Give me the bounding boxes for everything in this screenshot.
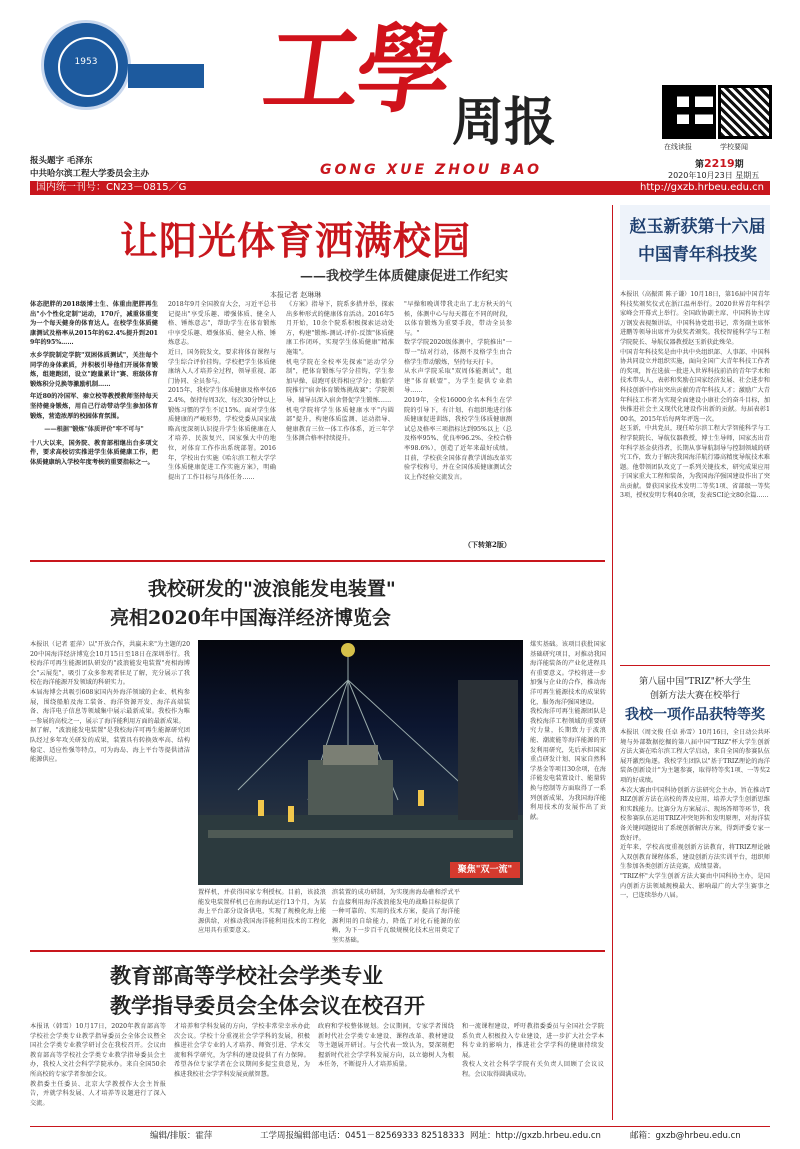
masthead-inscription: 报头题字 毛泽东 <box>30 156 93 166</box>
lead-column-1 <box>30 300 158 550</box>
lead-intro-3: 年近80的冷国军、秦立校等教授教师坚持每天坚持健身锻炼，用自己行动带动学生参加体育锻炼，营造浓厚的校园体育氛围。 <box>30 393 158 420</box>
lead-byline: 本报记者 赵琳琳 <box>270 291 322 299</box>
masthead-sponsor: 中共哈尔滨工程大学委员会主办 <box>30 169 150 179</box>
bottom-headline-1: 教育部高等学校社会学类专业 <box>110 963 383 988</box>
lead-column-4: "早操和晚训带我走出了北方秋天的气候，体测中心与每天都在不同的时段，以体育锻炼为重要手段，带动全员参与。" 数学学院2020级体测中，学院推出"一帮一"结对行动，体测不及格学生由合格学生带动锻炼，坚持每天打卡。 从水声学院采取"双周体能测试"，组建"体育联盟"，为学生提供专业指导…… 2019年，全校16000余名本科生在学院的引导下，有计划、有组织地进行体质健康促进训练，我校学生体质健康测试总及格率三项指标达到95%以上（总及格率95%、优良率96.2%、全校合格率98.6%），创造了近年来最好成绩。目前，学校获全国体育教学训练改革实验学校称号，并在全国体质健康测试会议上作经验交流发言。 <box>404 301 512 481</box>
right-bottom-headline: 我校一项作品获特等奖 <box>625 707 765 723</box>
middle-column-2: 置样机，并获得国家专利授权。目前，该波浪能发电装置样机已在南海试运行13个月，为某海上平台部分设备供电，实现了规模化海上能源供给，对推动我国海洋能利用技术的工程化应用具有重要意义。 <box>198 889 326 935</box>
footer-web[interactable]: 网址：http://gxzb.hrbeu.edu.cn <box>470 1131 601 1141</box>
wave-energy-device-photo <box>198 640 523 885</box>
lead-intro: 体态肥胖的2018级博士生、体重由肥胖再生出"小个性化定制"运动，170斤，减重体重变为一个每天健身的体育达人。在校学生体质健康测试及格率从2015年的62.4%提升到2019年的95%…… <box>30 301 158 347</box>
double-first-class-banner: 聚焦"双一流" <box>450 862 520 878</box>
right-top-headline-1: 赵玉新获第十六届 <box>629 217 766 237</box>
lead-continued: （下转第2版） <box>464 540 511 549</box>
right-bottom-pre-2: 创新方法大赛在校举行 <box>649 691 740 701</box>
right-bottom-pre-1: 第八届中国"TRIZ"杯大学生 <box>639 677 751 687</box>
bottom-column-3: 政府和学校整体规划。会议期间，专家学者围绕新时代社会学类专业建设、课程改革、教材建设等主题展开研讨。与会代表一致认为，要深刻把握新时代社会学学科发展方向，以立德树人为根本任务，不断提升人才培养质量。 <box>318 1023 454 1069</box>
right-top-headline-2: 中国青年科技奖 <box>638 245 757 265</box>
page-footer <box>30 1126 770 1145</box>
masthead-info-bar <box>30 181 770 195</box>
school-seal-logo <box>41 20 131 110</box>
website-url[interactable]: http://gxzb.hrbeu.edu.cn <box>640 182 764 193</box>
bottom-column-1: 本报讯（韩雪）10月17日，2020年教育部高等学校社会学类专业教学指导委员会全体会议暨全国社会学类专业教学研讨会在我校召开。会议由教育部高等学校社会学类专业教学指导委员会主办，我校人文社会科学学院承办。来自全国50余所高校的专家学者参加会议。 教指委主任委员、北京大学教授作大会主旨报告，并就学科发展、人才培养等议题进行了深入交流。 <box>30 1023 166 1107</box>
right-top-body: 本报讯（高振雷 陈子谦）10月18日，第16届中国青年科技奖颁奖仪式在浙江温州举行。2020世界青年科学家峰会开幕式上举行。全国政协副主席、中国科协主席万钢发表视频讲话，中国科协党组书记、常务副主席怀进鹏等领导出席并为获奖者颁奖。我校智能科学与工程学院院长、导航仪器教授赵玉新获此殊荣。 中国青年科技奖是由中共中央组织部、人事部、中国科协共同设立并组织实施，面向全国广大青年科技工作者的奖项，旨在选拔一批进入世界科技前沿的青年学术和技术带头人，表彰和奖励在国家经济发展、社会进步和科技创新中作出突出贡献的青年科技人才；激励广大青年科技工作者为实现全面建设小康社会的奋斗目标，加快推进社会主义现代化建设作出新的贡献。每届表彰100名，2015年后每两年评选一次。 赵玉新，中共党员，现任哈尔滨工程大学智能科学与工程学院院长、导航仪器教授，博士生导师，国家杰出青年科学基金获得者，长期从事导航制导与控制领域的研究工作，致力于解决我国海洋航行器高精度导航技术难题。他带领团队攻克了一系列关键技术，研究成果应用于国家重大工程和装备，为我国海洋强国建设作出了突出贡献。曾获国家技术发明二等奖1项、省部级一等奖3项，授权发明专利40余项，发表SCI论文80余篇…… <box>620 291 770 500</box>
lead-column-2: 2018年9月全国教育大会，习近平总书记提出"享受乐趣、增强体质、健全人格、锤炼意志"，帮助学生在体育锻炼中享受乐趣、增强体质、健全人格、锤炼意志。 近日，国务院发文，要求将体育课程与学生综合评价挂钩。学校把学生体质健康纳入人才培养全过程，领导重视、部门协同、全员参与。 2015年，我校学生体质健康及格率仅62.4%，保持每周3次、每次30分钟以上锻炼习惯的学生不足15%。面对学生体质健康的严峻形势，学校党委从国家战略高度深刻认识提升学生体质健康在人才培养、民族复兴、国家强大中的地位，对体育工作作出系统部署。2016年，学校出台实施《哈尔滨工程大学学生体质健康促进工作实施方案》，明确提出了工作目标与具体任务…… <box>168 301 276 481</box>
lead-subhead: ——根据"锻炼"体质评价"牢不可与" <box>44 426 144 434</box>
masthead-pinyin: GONG XUE ZHOU BAO <box>320 162 543 178</box>
bottom-column-2: 才培养和学科发展的方向，学校非常荣幸承办此次会议。学校十分重视社会学学科的发展，积极推进社会学专业的人才培养、师资引进、学术交流和科学研究，为学科的建设提供了有力保障。希望各位专家学者在会议期间多提宝贵意见，为推进我校社会学学科发展贡献智慧。 <box>174 1023 310 1078</box>
school-seal-year: 1953 <box>74 57 98 67</box>
right-bottom-rule <box>620 665 770 666</box>
middle-column-4: 煤实基础。该项目获批国家基础研究项目，对推动我国海洋能装备的产业化进程具有重要意义。学校将进一步加强与企业的合作，推动海洋可再生能源技术的成果转化，服务海洋强国建设。 我校海洋可再生能源团队是我校海洋工程领域的重要研究力量，长期致力于波浪能、潮流能等海洋能源的开发利用研究，先后承担国家重点研发计划、国家自然科学基金等项目30余项，在海洋能发电装置设计、能量转换与控制等方面取得了一系列创新成果，为我国海洋能利用技术的发展作出了贡献。 <box>530 641 606 821</box>
cn-number: 国内统一刊号：CN23－0815／G <box>36 182 187 193</box>
qr-code-school-news[interactable] <box>718 85 772 139</box>
lead-column-3: 《方案》指导下，院系多措并举，探索出多种形式的健康体育活动。2016年5月开始，10余个院系积极探索运动处方，构建"锻炼-测试-评价-反馈"体质健康工作闭环，实现学生体质健康"精准施策"。 机电学院在全校率先探索"运动学分制"，把体育锻炼与学分挂钩，学生参加早操、晨跑可获得相应学分；船舶学院推行"宿舍体育锻炼挑战赛"；学院领导、辅导员深入宿舍督促学生锻炼…… 机电学院将学生体质健康水平"内圆部"提升，构建体质监测、运动指导、健康教育三位一体工作体系，近三年学生体测合格率持续提升。 <box>286 301 394 443</box>
middle-column-1: 本报讯（记者 霍萍）以"开放合作，共赢未来"为主题的2020中国海洋经济博览会10月15日至18日在深圳举行。我校海洋可再生能源团队研发的"波浪能发电装置"亮相海博会"云展览"，吸引了众多参观者驻足了解，充分展示了我校在海洋能源开发领域的科研实力。 本届海博会共吸引608家国内外海洋领域的企业、机构参展，围绕船舶及海工装备、海洋资源开发、海洋高端装备、海洋电子信息等领域集中展示最新成果。我校作为唯一参展的高校之一，展示了海洋能利用方面的最新成果。 据了解，"波浪能发电装置"是我校海洋可再生能源研究团队经过多年攻关研发的成果，装置具有转换效率高、结构稳定、适应性强等特点，可为海岛、海上平台等提供清洁能源供应。 <box>30 641 190 764</box>
qr1-label: 在线读报 <box>664 143 692 151</box>
bottom-top-rule <box>30 950 605 952</box>
school-logo-band <box>128 64 204 88</box>
lead-headline: 让阳光体育洒满校园 <box>120 218 472 263</box>
masthead-title: 工學 <box>257 13 458 126</box>
bottom-headline-2: 教学指导委员会全体会议在校召开 <box>110 993 425 1018</box>
masthead-weekly: 周报 <box>452 93 557 153</box>
footer-editor: 编辑/排版：霍萍 <box>150 1131 213 1141</box>
middle-column-3: 滨装置的成功研制，为实现南海岛礁和浮式平台直接利用海洋波浪能发电的战略目标提供了一种可靠的、实用的技术方案，提高了海洋能源利用的自给能力，降低了对化石能源的依赖，为下一步百千瓦级规模化技术应用奠定了坚实基础。 <box>332 889 460 944</box>
issue-date: 2020年10月23日 星期五 <box>668 171 760 180</box>
middle-headline-1: 我校研发的"波浪能发电装置" <box>148 578 396 600</box>
lead-intro-4: 十八大以来，国务院、教育部相继出台多项文件，要求高校切实推进学生体质健康工作，把体质健康纳入学校年度考核的重要指标之一。 <box>30 439 158 466</box>
issue-number-line: 第2219期 <box>695 157 744 170</box>
footer-email[interactable]: 邮箱：gxzb@hrbeu.edu.cn <box>630 1131 741 1141</box>
right-bottom-body: 本报讯（周文俊 任卓 孙雪）10月16日，全日动公共环境与外部数据挖掘的第八届中国"TRIZ"杯大学生创新方法大赛在哈尔滨工程大学启动，来自全国的参赛队伍展开激烈角逐。我校学生团队以"基于TRIZ理论的海洋装备创新设计"为主题参赛，取得特等奖1项、一等奖2项的好成绩。 本次大赛由中国科协创新方法研究会主办，旨在推动TRIZ创新方法在高校的普及应用，培养大学生创新思维和实践能力。比赛分为方案展示、现场答辩等环节，我校参赛队伍运用TRIZ冲突矩阵和发明原理，对海洋装备关键问题提出了系统创新解决方案，得到评委专家一致好评。 近年来，学校高度重视创新方法教育，将TRIZ理论融入双创教育课程体系，建设创新方法实训平台，组织师生参加各类创新方法竞赛，成绩显著。 "TRIZ杯"大学生创新方法大赛由中国科协主办，是国内创新方法领域规模最大、影响最广的大学生赛事之一，已连续举办八届。 <box>620 729 770 900</box>
qr2-label: 学校要闻 <box>720 143 748 151</box>
right-column-divider <box>612 205 613 1120</box>
bottom-column-4: 和一流课程建设，呼吁教指委委员与全国社会学院系负责人积极投入专业建设，进一步扩大社会学本科专业的影响力，推进社会学学科的健康持续发展。 我校人文社会科学学院有关负责人回顾了会议议程。会议取得圆满成功。 <box>462 1023 604 1078</box>
lead-intro-2: 水乡学院制定学院"双困体质测试"，关注每个同学的身体素质，并积极引导他们开展体育锻炼，组建跑团，设立"跑量累计"赛、班级体育锻炼积分兑换等激励机制…… <box>30 351 158 388</box>
photo-illustration <box>198 640 523 885</box>
footer-phone: 工学周报编辑部电话：0451－82569333 82518333 <box>260 1131 465 1141</box>
lead-subheadline: ——我校学生体质健康促进工作纪实 <box>300 269 509 284</box>
middle-top-rule <box>30 560 605 562</box>
qr-code-online-reading[interactable] <box>662 85 716 139</box>
middle-headline-2: 亮相2020年中国海洋经济博览会 <box>110 607 391 629</box>
